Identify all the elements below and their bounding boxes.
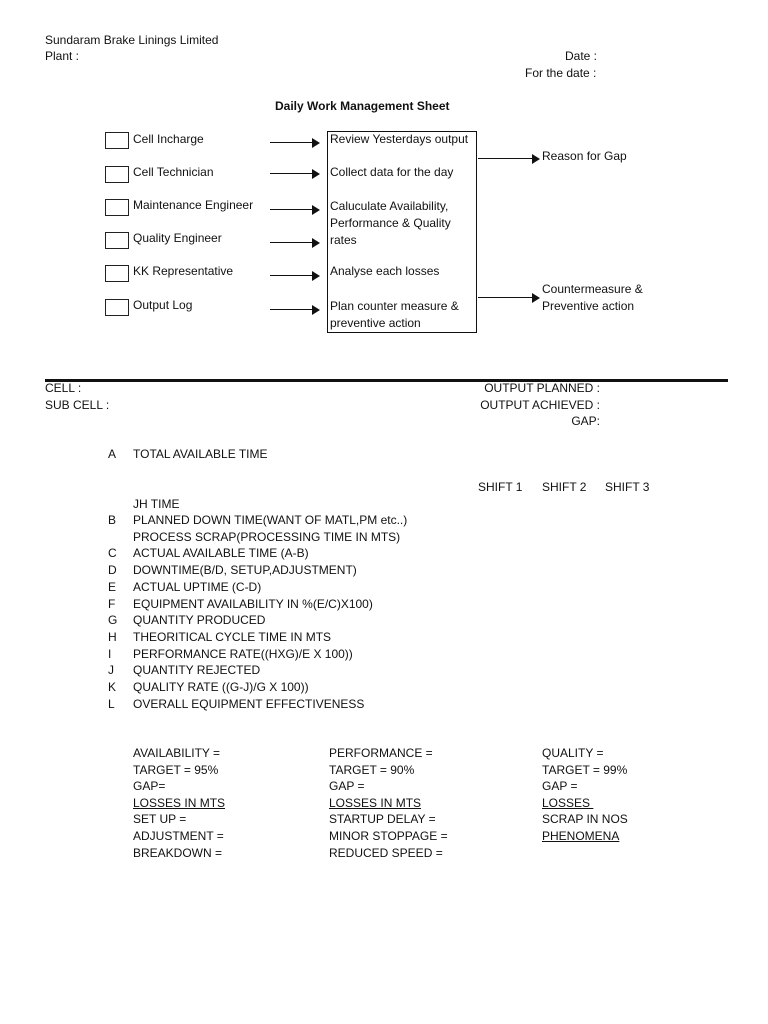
- row-text: OVERALL EQUIPMENT EFFECTIVENESS: [133, 697, 365, 711]
- reduced-speed-loss: REDUCED SPEED =: [329, 846, 443, 860]
- minor-stoppage-loss: MINOR STOPPAGE =: [329, 829, 448, 843]
- row-text: TOTAL AVAILABLE TIME: [133, 447, 268, 461]
- row-text: ACTUAL UPTIME (C-D): [133, 580, 262, 594]
- row-text: THEORITICAL CYCLE TIME IN MTS: [133, 630, 332, 644]
- company-name: Sundaram Brake Linings Limited: [45, 33, 219, 47]
- arrow-icon: [478, 293, 540, 303]
- sheet-title: Daily Work Management Sheet: [275, 99, 450, 113]
- row-text: QUANTITY PRODUCED: [133, 613, 266, 627]
- availability-value: AVAILABILITY =: [133, 746, 221, 760]
- row-letter: A: [108, 447, 117, 461]
- row-text: QUANTITY REJECTED: [133, 663, 261, 677]
- role-label: Cell Incharge: [133, 132, 204, 146]
- arrow-icon: [270, 205, 320, 215]
- row-text: ACTUAL AVAILABLE TIME (A-B): [133, 546, 309, 560]
- date-label: Date :: [565, 49, 598, 63]
- arrow-icon: [270, 138, 320, 148]
- availability-losses-heading: LOSSES IN MTS: [133, 796, 226, 810]
- performance-target: TARGET = 90%: [329, 763, 415, 777]
- role-checkbox[interactable]: [105, 299, 129, 316]
- shift-header: SHIFT 2: [542, 480, 587, 494]
- row-letter: B: [108, 513, 117, 527]
- plant-label: Plant :: [45, 49, 80, 63]
- setup-loss: SET UP =: [133, 812, 187, 826]
- output-planned-label: OUTPUT PLANNED :: [484, 381, 600, 395]
- quality-target: TARGET = 99%: [542, 763, 628, 777]
- arrow-icon: [270, 169, 320, 179]
- role-checkbox[interactable]: [105, 132, 129, 149]
- output-achieved-label: OUTPUT ACHIEVED :: [480, 398, 600, 412]
- adjustment-loss: ADJUSTMENT =: [133, 829, 224, 843]
- gap-label: GAP:: [571, 414, 600, 428]
- row-letter: D: [108, 563, 117, 577]
- role-checkbox[interactable]: [105, 166, 129, 183]
- row-letter: H: [108, 630, 117, 644]
- shift-header: SHIFT 3: [605, 480, 650, 494]
- row-text: DOWNTIME(B/D, SETUP,ADJUSTMENT): [133, 563, 357, 577]
- row-letter: C: [108, 546, 117, 560]
- row-text: JH TIME: [133, 497, 180, 511]
- role-checkbox[interactable]: [105, 199, 129, 216]
- process-step: Review Yesterdays output: [330, 132, 469, 146]
- section-divider: [45, 379, 728, 382]
- role-label: Quality Engineer: [133, 231, 222, 245]
- role-checkbox[interactable]: [105, 265, 129, 282]
- arrow-icon: [478, 154, 540, 164]
- role-label: Cell Technician: [133, 165, 214, 179]
- process-step: Analyse each losses: [330, 264, 440, 278]
- shift-header: SHIFT 1: [478, 480, 523, 494]
- gap-reason-label: Reason for Gap: [542, 149, 627, 163]
- startup-delay-loss: STARTUP DELAY =: [329, 812, 436, 826]
- role-label: Output Log: [133, 298, 193, 312]
- arrow-icon: [270, 271, 320, 281]
- availability-target: TARGET = 95%: [133, 763, 219, 777]
- row-text: EQUIPMENT AVAILABILITY IN %(E/C)X100): [133, 597, 373, 611]
- phenomena-heading: PHENOMENA: [542, 829, 620, 843]
- arrow-icon: [270, 238, 320, 248]
- role-label: Maintenance Engineer: [133, 198, 254, 212]
- row-letter: I: [108, 647, 112, 661]
- row-text: PLANNED DOWN TIME(WANT OF MATL,PM etc..): [133, 513, 408, 527]
- quality-gap: GAP =: [542, 779, 578, 793]
- row-letter: L: [108, 697, 115, 711]
- cell-label: CELL :: [45, 381, 82, 395]
- performance-gap: GAP =: [329, 779, 365, 793]
- process-step: Caluculate Availability, Performance & Quality rates: [330, 199, 451, 247]
- row-letter: K: [108, 680, 117, 694]
- sub-cell-label: SUB CELL :: [45, 398, 110, 412]
- availability-gap: GAP=: [133, 779, 166, 793]
- process-step: Collect data for the day: [330, 165, 454, 179]
- role-label: KK Representative: [133, 264, 234, 278]
- breakdown-loss: BREAKDOWN =: [133, 846, 223, 860]
- arrow-icon: [270, 305, 320, 315]
- row-text: PROCESS SCRAP(PROCESSING TIME IN MTS): [133, 530, 401, 544]
- scrap-label: SCRAP IN NOS: [542, 812, 628, 826]
- quality-losses-heading: LOSSES: [542, 796, 594, 810]
- row-letter: J: [108, 663, 114, 677]
- row-text: QUALITY RATE ((G-J)/G X 100)): [133, 680, 309, 694]
- process-step: Plan counter measure & preventive action: [330, 299, 459, 330]
- row-letter: E: [108, 580, 117, 594]
- row-letter: G: [108, 613, 118, 627]
- countermeasure-label: Countermeasure & Preventive action: [542, 282, 643, 313]
- role-checkbox[interactable]: [105, 232, 129, 249]
- for-date-label: For the date :: [525, 66, 597, 80]
- performance-losses-heading: LOSSES IN MTS: [329, 796, 422, 810]
- performance-value: PERFORMANCE =: [329, 746, 433, 760]
- row-letter: F: [108, 597, 116, 611]
- quality-value: QUALITY =: [542, 746, 604, 760]
- row-text: PERFORMANCE RATE((HXG)/E X 100)): [133, 647, 353, 661]
